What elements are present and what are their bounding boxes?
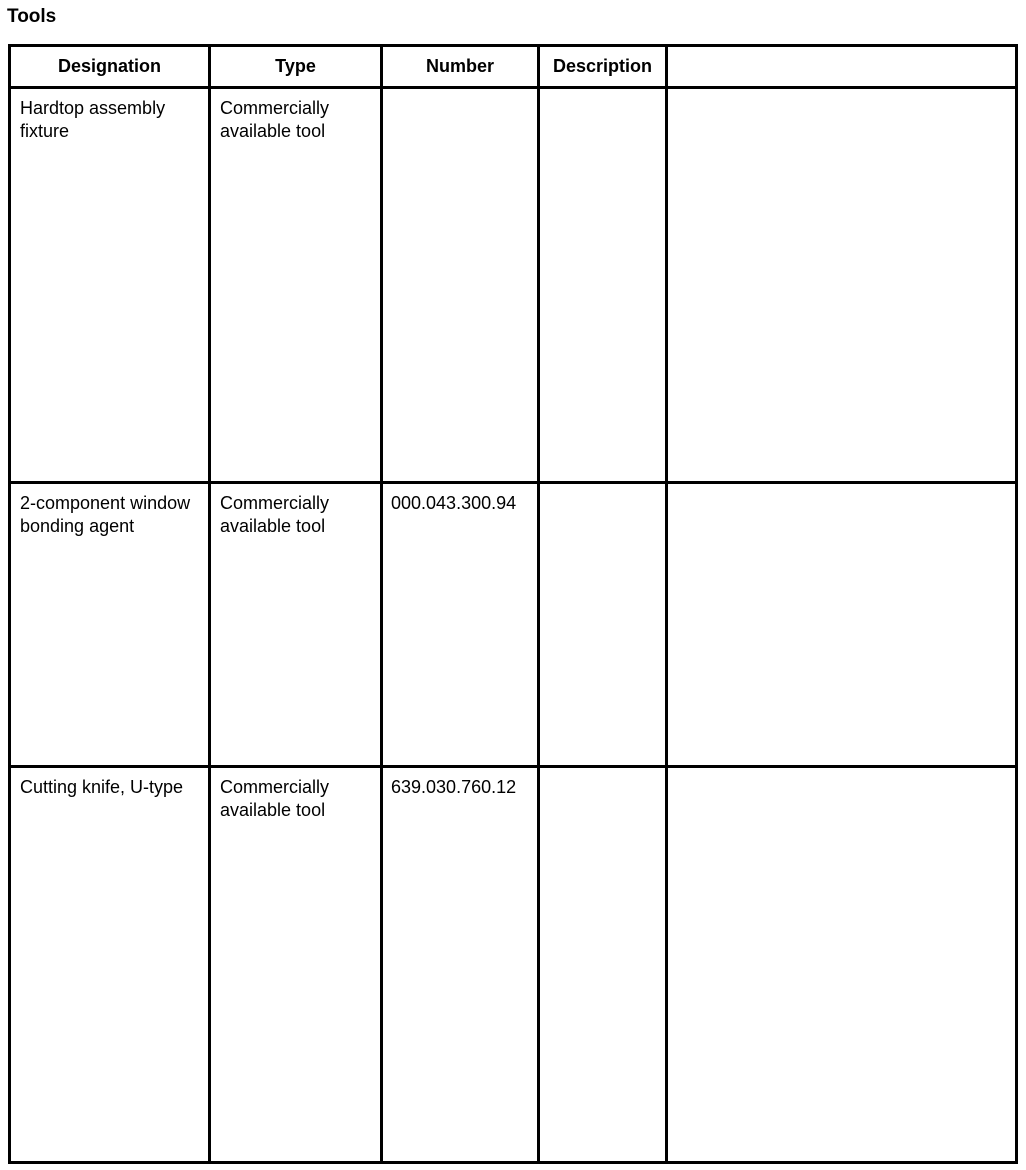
table-row [10, 88, 1017, 483]
cell-description [539, 483, 667, 767]
type-text: Commercially available tool [220, 98, 330, 141]
table-row [10, 483, 1017, 767]
type-text: Commercially available tool [220, 777, 330, 820]
designation-text: Hardtop assembly fixture [20, 98, 166, 141]
header-type: Type [210, 46, 382, 88]
designation-text: 2-component window bonding agent [20, 493, 191, 536]
type-text: Commercially available tool [220, 493, 330, 536]
designation-text: Cutting knife, U-type [20, 777, 184, 797]
cell-extra [667, 88, 1017, 483]
number-text: 639.030.760.12 [391, 777, 517, 797]
page-title: Tools [7, 6, 57, 27]
cell-designation [10, 767, 210, 1163]
cell-type [210, 483, 382, 767]
header-number: Number [382, 46, 539, 88]
cell-extra [667, 767, 1017, 1163]
table-header-row [10, 46, 1017, 88]
extra-text [668, 768, 1015, 776]
number-text [383, 89, 537, 97]
cell-designation [10, 88, 210, 483]
description-text [540, 768, 665, 776]
cell-designation [10, 483, 210, 767]
extra-text [668, 484, 1015, 492]
description-text [540, 89, 665, 97]
cell-number [382, 483, 539, 767]
cell-type [210, 767, 382, 1163]
cell-description [539, 767, 667, 1163]
cell-type [210, 88, 382, 483]
cell-number [382, 88, 539, 483]
header-designation: Designation [10, 46, 210, 88]
extra-text [668, 89, 1015, 97]
cell-number [382, 767, 539, 1163]
number-text: 000.043.300.94 [391, 493, 517, 513]
header-blank [667, 46, 1017, 88]
header-description: Description [539, 46, 667, 88]
description-text [540, 484, 665, 492]
tools-table [8, 44, 1018, 1164]
cell-extra [667, 483, 1017, 767]
cell-description [539, 88, 667, 483]
table-row [10, 767, 1017, 1163]
